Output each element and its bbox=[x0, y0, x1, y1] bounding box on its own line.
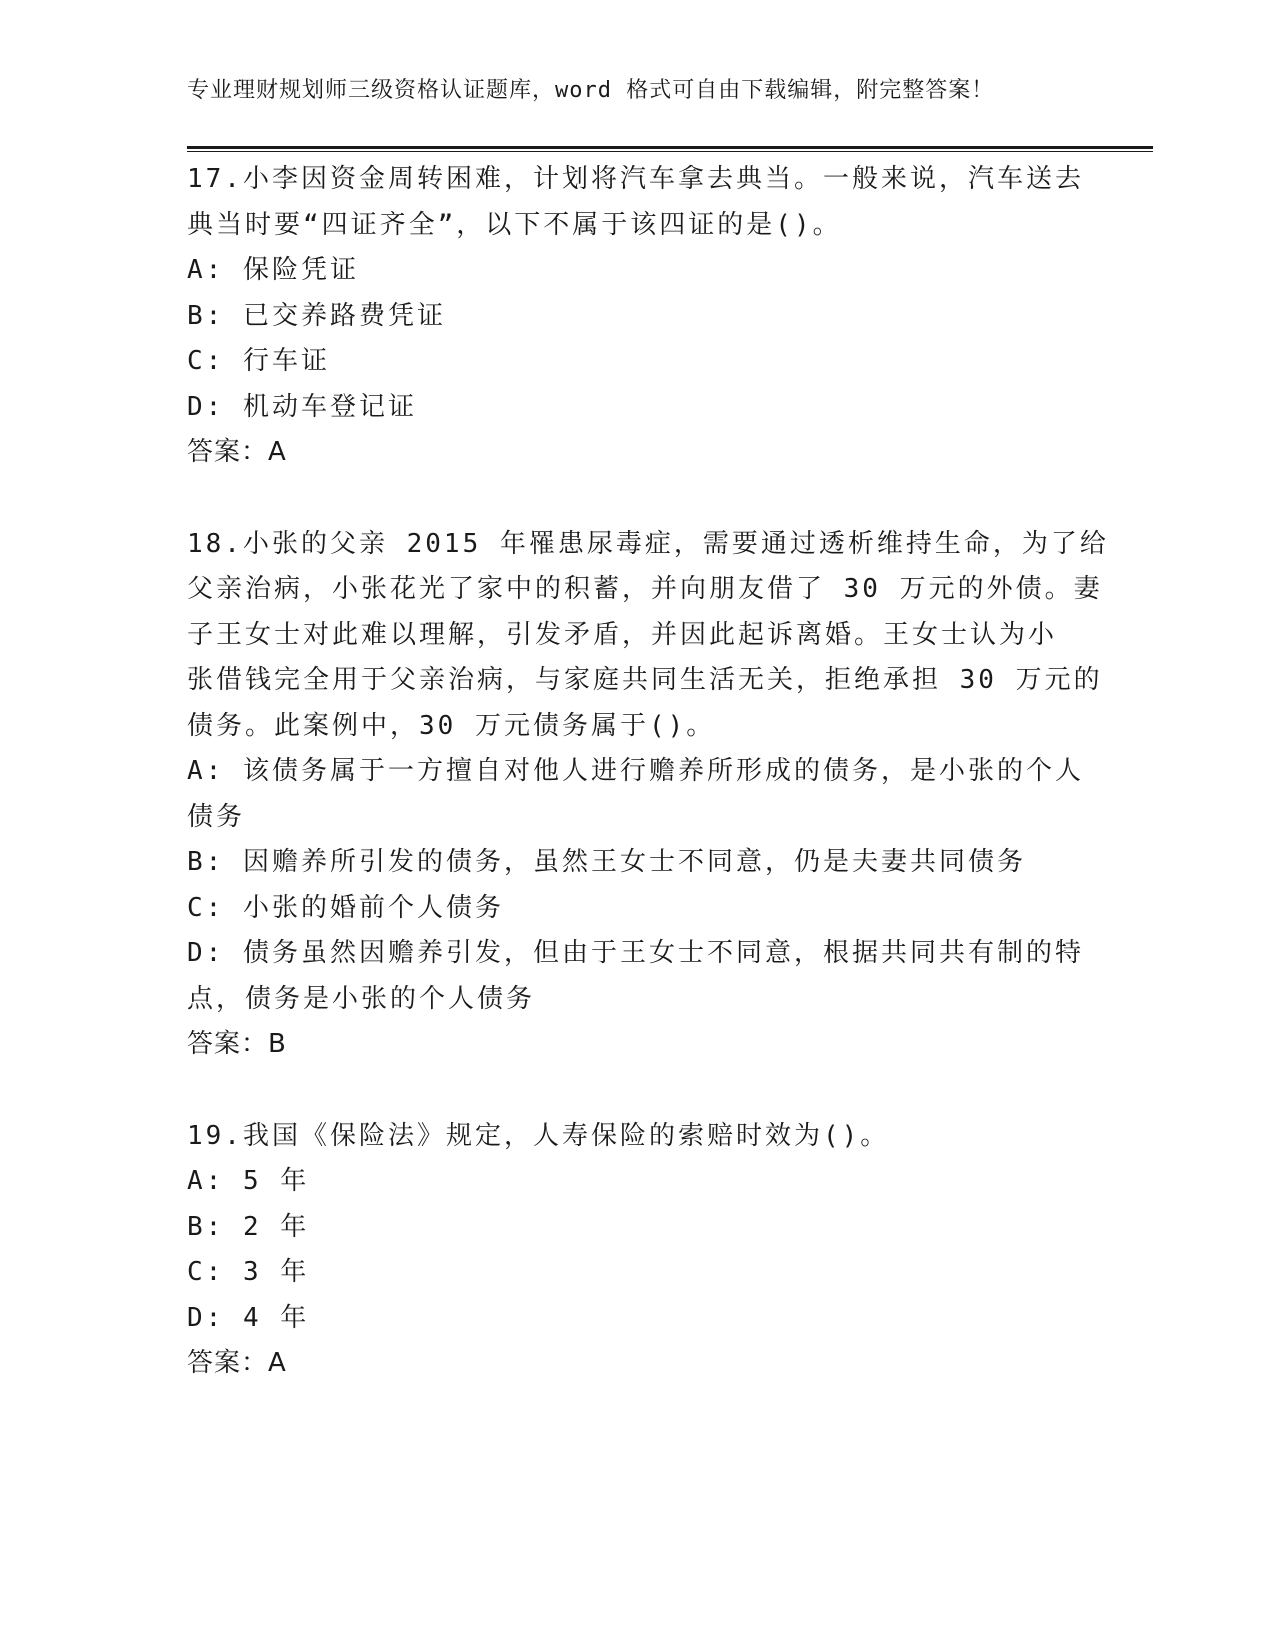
question-stem: 17.小李因资金周转困难，计划将汽车拿去典当。一般来说，汽车送去 bbox=[187, 164, 1084, 194]
option-b: B: 因赡养所引发的债务，虽然王女士不同意，仍是夫妻共同债务 bbox=[187, 847, 1026, 877]
question-stem: 子王女士对此难以理解，引发矛盾，并因此起诉离婚。王女士认为小 bbox=[187, 619, 1058, 650]
question-stem: 父亲治病，小张花光了家中的积蓄，并向朋友借了 30 万元的外债。妻 bbox=[187, 574, 1103, 604]
answer-line: 答案：A bbox=[187, 437, 287, 467]
question-19 bbox=[187, 1114, 1087, 1387]
option-d: D: 机动车登记证 bbox=[187, 391, 417, 422]
option-c: C: 3 年 bbox=[187, 1257, 310, 1287]
question-18 bbox=[187, 522, 1109, 1068]
option-a: A: 5 年 bbox=[187, 1166, 310, 1196]
answer-line: 答案：B bbox=[187, 1029, 287, 1059]
option-a: A: 该债务属于一方擅自对他人进行赡养所形成的债务，是小张的个人 bbox=[187, 756, 1084, 786]
option-b: B: 2 年 bbox=[187, 1211, 310, 1242]
question-list bbox=[187, 157, 1109, 1433]
option-a: A: 保险凭证 bbox=[187, 255, 359, 285]
page-header: 专业理财规划师三级资格认证题库，word 格式可自由下载编辑，附完整答案！ bbox=[187, 78, 995, 103]
option-a-continued: 债务 bbox=[187, 801, 246, 832]
header-divider bbox=[187, 146, 1153, 152]
question-stem: 19.我国《保险法》规定，人寿保险的索赔时效为()。 bbox=[187, 1120, 890, 1151]
option-c: C: 小张的婚前个人债务 bbox=[187, 892, 504, 923]
answer-line: 答案：A bbox=[187, 1348, 287, 1378]
option-b: B: 已交养路费凭证 bbox=[187, 300, 446, 331]
question-stem: 债务。此案例中，30 万元债务属于()。 bbox=[187, 710, 716, 741]
question-17 bbox=[187, 157, 1087, 476]
option-d-continued: 点，债务是小张的个人债务 bbox=[187, 983, 536, 1014]
question-stem: 张借钱完全用于父亲治病，与家庭共同生活无关，拒绝承担 30 万元的 bbox=[187, 665, 1103, 695]
option-d: D: 4 年 bbox=[187, 1302, 310, 1333]
option-c: C: 行车证 bbox=[187, 346, 330, 376]
question-stem: 18.小张的父亲 2015 年罹患尿毒症，需要通过透析维持生命，为了给 bbox=[187, 528, 1109, 559]
question-stem: 典当时要“四证齐全”，以下不属于该四证的是()。 bbox=[187, 209, 842, 240]
option-d: D: 债务虽然因赡养引发，但由于王女士不同意，根据共同共有制的特 bbox=[187, 938, 1084, 968]
